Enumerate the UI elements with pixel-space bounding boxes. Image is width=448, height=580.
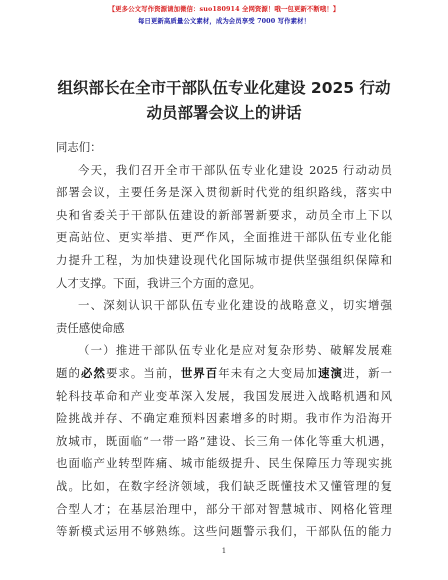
body-line: 战。比如，在数字经济领域，我们缺乏既懂技术又懂管理的复	[56, 478, 392, 493]
body-line: 轮科技革命和产业变革深入发展，我国发展进入战略机遇和风	[56, 388, 392, 403]
bold-text-run: 速演	[318, 365, 344, 380]
body-line: 央和省委关于干部队伍建设的新部署新要求，动员全市上下以	[56, 207, 392, 222]
title-line-1: 组织部长在全市干部队伍专业化建设 2025 行动	[57, 79, 391, 97]
promo-banner-line-1: 【更多公文写作资源请加微信：suo180914 全网资源！哦一包更新不断哦！】	[108, 5, 340, 13]
title-line-2: 动员部署会议上的讲话	[146, 104, 302, 122]
text-run: 进，新一	[343, 365, 392, 380]
section-heading-line: 一、深刻认识干部队伍专业化建设的战略意义，切实增强	[78, 298, 392, 313]
body-line: 力提升工程，为加快建设现代化国际城市提供坚强组织保障和	[56, 252, 392, 267]
body-line: 险挑战并存、不确定难预料因素增多的时期。我市作为沿海开	[56, 411, 392, 426]
body-line: 也面临产业转型阵痛、城市能级提升、民生保障压力等现实挑	[56, 456, 392, 471]
bold-text-run: 必然	[80, 365, 106, 380]
page-number: 1	[221, 547, 227, 555]
subsection-heading-line: （一）推进干部队伍专业化是应对复杂形势、破解发展难	[78, 343, 392, 358]
body-line: 今天，我们召开全市干部队伍专业化建设 2025 行动动员	[78, 162, 392, 177]
body-line: 更高站位、更实举措、更严作风，全面推进干部队伍专业化能	[56, 230, 392, 245]
body-line: 部署会议，主要任务是深入贯彻新时代党的组织路线，落实中	[56, 185, 392, 200]
salutation: 同志们：	[56, 140, 102, 154]
body-line: 等新模式运用不够熟练。这些问题警示我们，干部队伍的能力	[56, 524, 392, 539]
document-title	[40, 76, 408, 126]
text-run: 要求。当前，	[105, 365, 181, 380]
promo-banner-line-2: 每日更新高质量公文素材，成为会员享受 7000 写作素材！	[137, 17, 311, 25]
section-heading-line: 责任感使命感	[56, 320, 125, 335]
text-run: 题的	[56, 365, 81, 380]
body-line: 人才支撑。下面，我讲三个方面的意见。	[56, 275, 262, 290]
body-line: 放城市，既面临“一带一路”建设、长三角一体化等重大机遇，	[56, 433, 392, 448]
body-line-with-emphasis	[56, 362, 392, 385]
document-body	[56, 136, 392, 543]
text-run: 年未有之大变局加	[218, 365, 319, 380]
bold-text-run: 世界百	[180, 365, 219, 380]
body-line: 合型人才；在基层治理中，部分干部对智慧城市、网格化管理	[56, 501, 392, 516]
